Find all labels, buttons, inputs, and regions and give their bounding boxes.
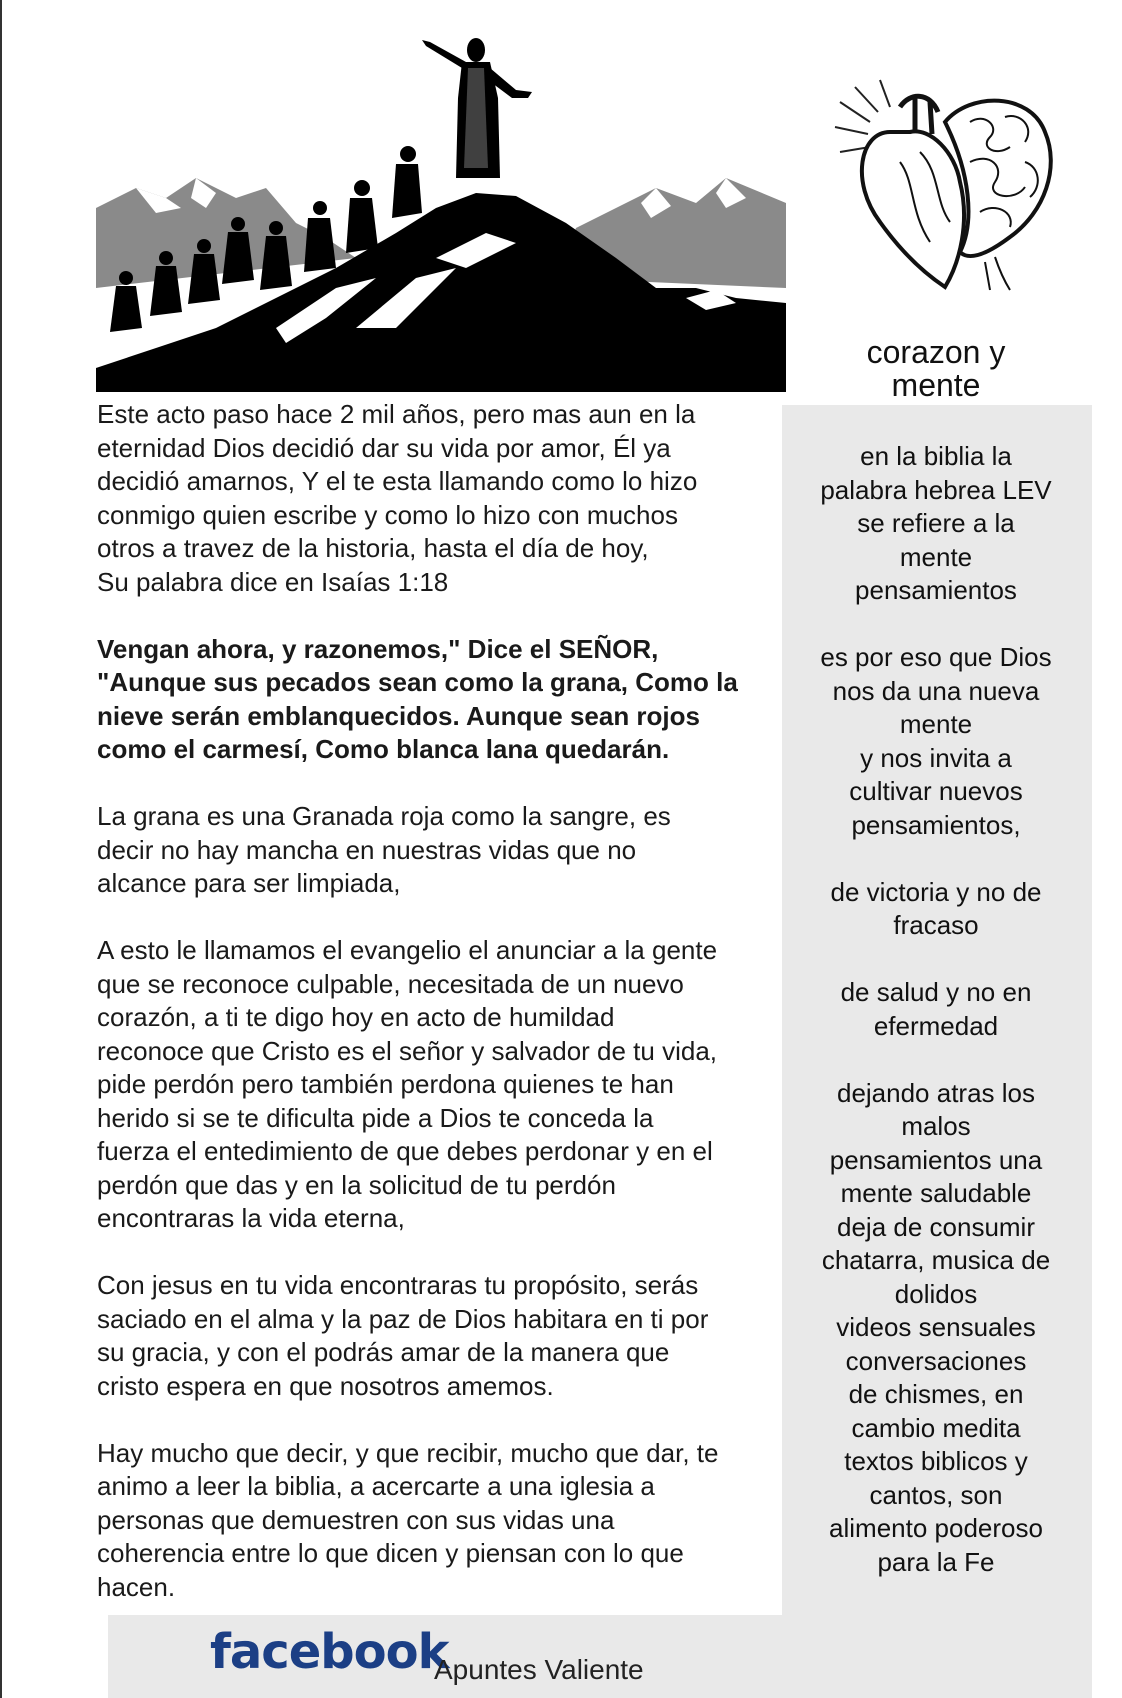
heart-brain-icon [820,72,1070,292]
paragraph-intro: Este acto paso hace 2 mil años, pero mas aun en la eternidad Dios decidió dar su vida por amor, Él ya decidió amarnos, Y el te esta llamando como lo hizo conmigo quien escribe y como lo hizo con muchos otros a travez de la historia, hasta el día de hoy, Su palabra dice en Isaías 1:18 [97,399,698,597]
main-text [97,398,787,1638]
facebook-logo: facebook [210,1624,449,1680]
page-left-border [0,0,2,1698]
sidebar-text: en la biblia la palabra hebrea LEV se refiere a la mente pensamientos es por eso que Dios nos da una nueva mente y nos invita a cultivar nuevos pensamientos, de victoria y no de fracaso de salud y no en efermedad dejando atras los malos pensamientos una mente saludable deja de consumir chatarra, musica de dolidos videos sensuales conversaciones de chismes, en cambio medita textos biblicos y cantos, son alimento poderoso para la Fe [820,441,1052,1577]
paragraph-evangelio: A esto le llamamos el evangelio el anunciar a la gente que se reconoce culpable, necesitada de un nuevo corazón, a ti te digo hoy en acto de humildad reconoce que Cristo es el señor y salvador de tu vida, pide perdón pero también perdona quienes te han herido si se te dificulta pide a Dios te conceda la fuerza el entedimiento de que debes perdonar y en el perdón que das y en la solicitud de tu perdón encontraras la vida eterna, [97,935,718,1233]
paragraph-closing: Hay mucho que decir, y que recibir, mucho que dar, te animo a leer la biblia, a acercarte a una iglesia a personas que demuestren con sus vidas una coherencia entre lo que dicen y piensan con lo que hacen. [97,1437,719,1602]
facebook-page-name: Apuntes Valiente [434,1654,644,1685]
paragraph-proposito: Con jesus en tu vida encontraras tu propósito, serás saciado en el alma y la paz de Dios habitara en ti por su gracia, y con el podrás amar de la manera que cristo espera en que nosotros amemos. [97,1270,709,1401]
jesus-mountain-illustration [96,28,786,392]
paragraph-scripture-quote: Vengan ahora, y razonemos," Dice el SEÑOR, "Aunque sus pecados sean como la grana, Como la nieve serán emblanquecidos. Aunque sean rojos como el carmesí, Como blanca lana quedarán. [97,633,738,764]
sidebar-title: corazon y mente [866,334,1006,403]
paragraph-grana: La grana es una Granada roja como la sangre, es decir no hay mancha en nuestras vidas que no alcance para ser limpiada, [97,801,671,898]
